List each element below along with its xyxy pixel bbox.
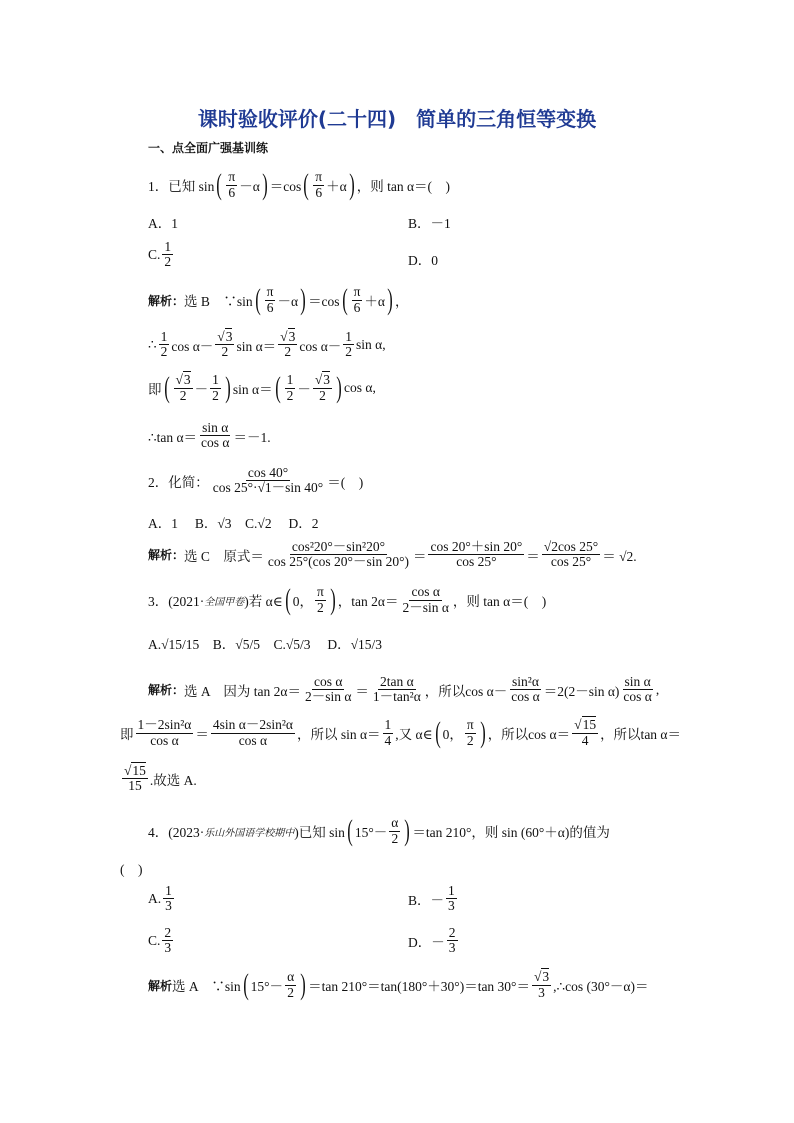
q3-options: A.√15/15 B．√5/5 C.√5/3 D．√15/3 (148, 637, 383, 652)
q1-option-d: D．0 (408, 253, 438, 268)
q4-option-a: A. $\frac{1}{3}$ (148, 883, 172, 914)
q1-solution-line1: 解析： 选 B ∵sin ( $\frac{\pi}{6}$ －α ) ＝cos ( $\frac{\pi}{6}$ ＋α ) ， (148, 283, 409, 316)
q3-solution-line2: 即 $\frac{\text{1－2sin²α}}{\text{cos α}}$ ＝ $\frac{\text{4sin α－2sin²α}}{\text{cos α}}$ ，所以 sin α＝ $\frac{1}{4}$ ,又 α∈ ( 0， $\frac{\pi}{2}$ ) ，所以cos α＝ $\frac{√15}{4}$ ，所以tan α＝ (120, 716, 682, 749)
q1-solution-line2: ∴ $\frac{1}{2}$ cos α－ $\frac{√3}{2}$ sin α＝ $\frac{√3}{2}$ cos α－ $\frac{1}{2}$ sin α, (148, 329, 386, 360)
q1-option-a: A．1 (148, 216, 178, 231)
q4-option-b: B．－ $\frac{1}{3}$ (408, 883, 455, 914)
q4-option-c: C. $\frac{2}{3}$ (148, 925, 172, 956)
q4-stem-paren: ( ) (120, 862, 143, 877)
page-title: 课时验收评价(二十四) 简单的三角恒等变换 (197, 107, 597, 131)
q1-solution-line3: 即 ( $\frac{√3}{2}$ － $\frac{1}{2}$ ) sin α＝ ( $\frac{1}{2}$ － $\frac{√3}{2}$ ) cos α, (148, 371, 376, 404)
q2-options: A．1 B．√3 C.√2 D．2 (148, 516, 319, 531)
q1-solution-line4: ∴tan α＝ $\frac{\text{sin α}}{\text{cos α}}$ ＝－1. (148, 420, 271, 451)
q2-stem: 2．化简： $\frac{\cos 40^\circ}{\cos 25^\circ\cdot√1-\sin 40^\circ}$ ＝( ) (148, 465, 364, 496)
q1-option-c: C. $\frac{1}{2}$ (148, 239, 172, 270)
section-heading: 一、点全面广强基训练 (148, 141, 269, 155)
q2-solution: 解析： 选 C 原式＝ $\frac{\text{cos²20°－sin²20°}}{\cos 25^\circ(\cos 20^\circ-\sin 20^\circ)}$ ＝ $\frac{\cos 20^\circ+\sin 20^\circ}{\cos 25^\circ}$ ＝ $\frac{√2\cos 25^\circ}{\cos 25^\circ}$ ＝ √2. (148, 539, 637, 570)
q4-stem: 4．(2023· 乐山外国语学校期中 )已知 sin ( 15°－ $\frac{\alpha}{2}$ ) ＝tan 210°，则 sin (60°＋α)的值为 (148, 814, 610, 847)
q4-option-d: D．－ $\frac{2}{3}$ (408, 925, 456, 956)
q3-solution-line3: $\frac{√15}{15}$ .故选 A. (124, 763, 197, 794)
q3-solution-line1: 解析： 选 A 因为 tan 2α＝ $\frac{\text{cos α}}{\text{2－sin α}}$ ＝ $\frac{\text{2tan α}}{\text{1－tan²α}}$ ，所以cos α－ $\frac{\text{sin²α}}{\text{cos α}}$ ＝2(2－sin α) $\frac{\text{sin α}}{\text{cos α}}$ , (148, 674, 660, 705)
q4-solution: 解析 选 A ∵sin ( 15°－ $\frac{\alpha}{2}$ ) ＝tan 210°＝tan(180°＋30°)＝tan 30°＝ $\frac{√3}{3}$ ,∴cos (30°－α)＝ (148, 968, 649, 1001)
q1-stem: 1．已知 sin ( $\frac{\pi}{6}$ －α ) ＝cos ( $\frac{\pi}{6}$ ＋α ) ，则 tan α＝( ) (148, 168, 451, 201)
q3-stem: 3．(2021· 全国甲卷 )若 α∈ ( 0， $\frac{\pi}{2}$ ) ，tan 2α＝ $\frac{\text{cos α}}{\text{2－sin α}}$ ，则 tan α＝( ) (148, 583, 547, 616)
q1-option-b: B．－1 (408, 216, 451, 231)
